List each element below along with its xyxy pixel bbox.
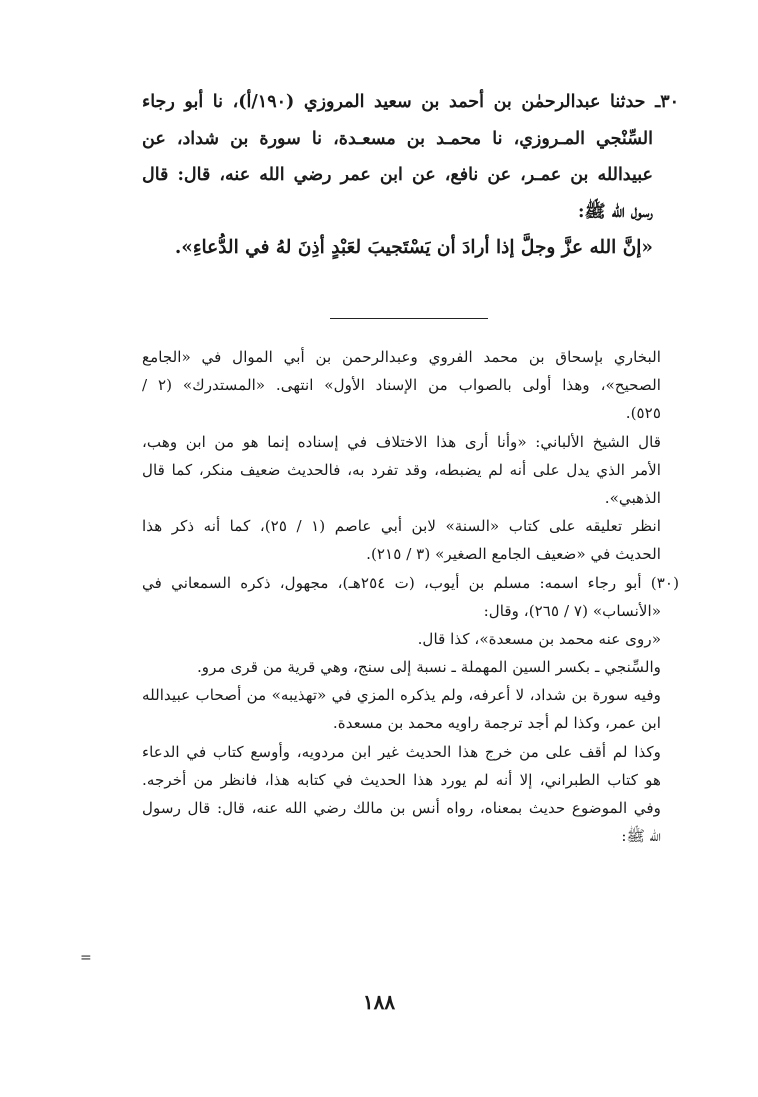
text-line: ٣٠ـ حدثنا عبدالرحمٰن بن أحمد بن سعيد المروزي (١٩٠/أ)، نا أبو رجاء	[142, 92, 680, 112]
footnote-line: انظر تعليقه على كتاب «السنة» لابن أبي عاصم (١ / ٢٥)، كما أنه ذكر هذا	[142, 517, 661, 536]
page-number: ١٨٨	[362, 990, 396, 1014]
footnote-line: الأمر الذي يدل على أنه لم يضبطه، وقد تفرد به، فالحديث ضعيف منكر، كما قال	[142, 460, 661, 479]
footnote-line: هو كتاب الطبراني، إلا أنه لم يورد هذا الحديث في كتابه هذا، فانظر من أخرجه.	[142, 770, 661, 789]
footnote-line: والسِّنجي ـ بكسر السين المهملة ـ نسبة إلى سنج، وهي قرية من قرى مرو.	[196, 658, 661, 677]
footnotes	[142, 343, 679, 850]
footnote-line: الله ﷺ:	[621, 827, 661, 846]
footnote-line: (٣٠) أبو رجاء اسمه: مسلم بن أيوب، (ت ٢٥٤هـ)، مجهول، ذكره السمعاني في	[142, 573, 679, 592]
footnote-separator	[330, 318, 488, 319]
text-line: عبيدالله بن عمـر، عن نافع، عن ابن عمر رضي الله عنه، قال: قال	[142, 165, 653, 185]
footnote-line: وفي الموضوع حديث بمعناه، رواه أنس بن مالك رضي الله عنه، قال: قال رسول	[142, 799, 661, 817]
footnote-line: وفيه سورة بن شداد، لا أعرفه، ولم يذكره المزي في «تهذيبه» من أصحاب عبيدالله	[142, 686, 661, 705]
footnote-line: البخاري بإسحاق بن محمد الفروي وعبدالرحمن بن أبي الموال في «الجامع	[142, 348, 661, 366]
footnote-line: الذهبي».	[604, 488, 661, 507]
footnote-line: ابن عمر، وكذا لم أجد ترجمة راويه محمد بن مسعدة.	[332, 714, 661, 733]
text-line: السِّنْجي المـروزي، نا محمـد بن مسعـدة، نا سورة بن شداد، عن	[142, 128, 653, 149]
footnote-line: قال الشيخ الألباني: «وأنا أرى هذا الاختلاف في إسناده إنما هو من ابن وهب،	[142, 432, 661, 451]
hadith-text	[142, 84, 679, 267]
text-line: «إنَّ الله عزَّ وجلَّ إذا أرادَ أن يَسْتَجيبَ لعَبْدٍ أذِنَ لهُ في الدُّعاءِ».	[174, 237, 653, 258]
footnote-line: الحديث في «ضعيف الجامع الصغير» (٣ / ٢١٥).	[366, 545, 661, 564]
margin-mark: =	[80, 950, 92, 966]
footnote-line: ٥٢٥).	[625, 404, 661, 423]
footnote-line: «الأنساب» (٧ / ٢٦٥)، وقال:	[483, 601, 661, 620]
text-line: رسول الله ﷺ:	[578, 201, 653, 222]
footnote-line: وكذا لم أقف على من خرج هذا الحديث غير ابن مردويه، وأوسع كتاب في الدعاء	[142, 742, 661, 761]
footnote-line: الصحيح»، وهذا أولى بالصواب من الإسناد الأول» انتهى. «المستدرك» (٢ /	[142, 376, 661, 395]
footnote-line: «روى عنه محمد بن مسعدة»، كذا قال.	[417, 629, 661, 648]
